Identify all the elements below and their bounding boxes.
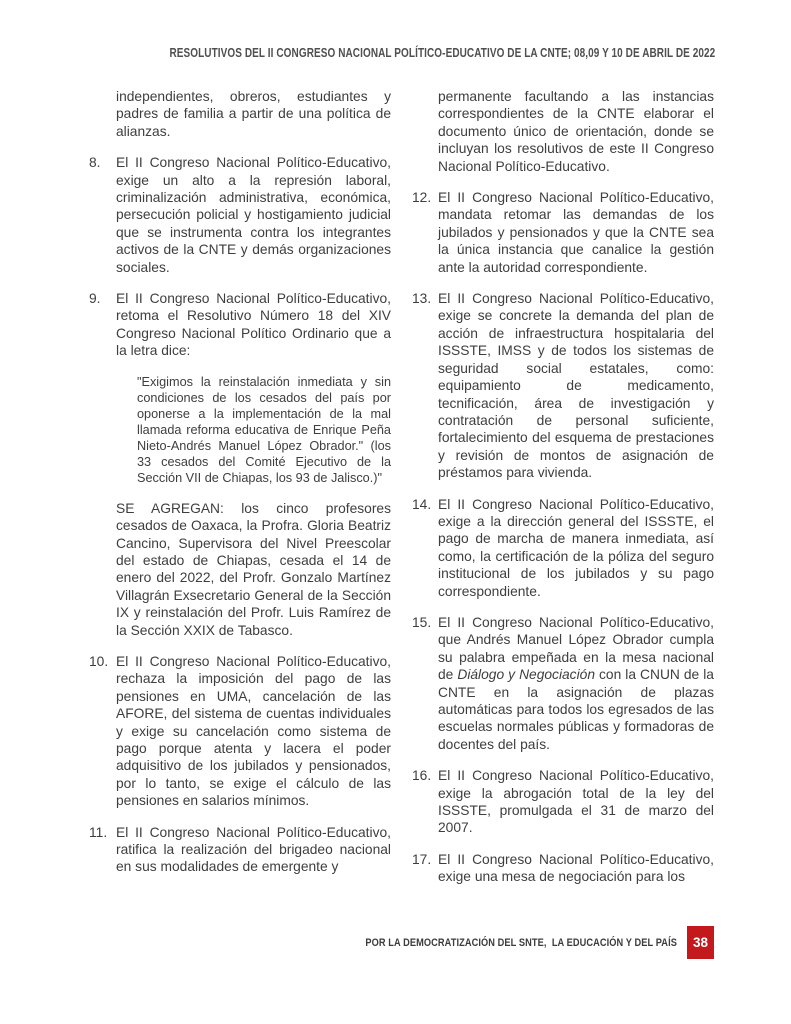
resolution-item-10 — [89, 653, 391, 810]
item-number: 16. — [412, 768, 432, 784]
footer-slogan: POR LA DEMOCRATIZACIÓN DEL SNTE, LA EDUCACIÓN Y DEL PAÍS — [365, 936, 677, 949]
item-number: 10. — [89, 653, 109, 669]
item-text: El II Congreso Nacional Político-Educativo, mandata retomar las demandas de los jubilados y pensionados y que la CNTE sea la única instancia que canalice la gestión ante la autoridad correspondiente. — [438, 190, 714, 275]
left-column — [89, 88, 391, 900]
item-number: 9. — [89, 291, 101, 307]
resolution-item-9 — [89, 290, 391, 360]
addendum-paragraph: SE AGREGAN: los cinco profesores cesados de Oaxaca, la Profra. Gloria Beatriz Cancino, Supervisora del Nivel Preescolar del estado de Chiapas, cesada el 14 de enero del 2022, del Profr. Gonzalo Martínez Villagrán Exsecretario General de la Sección IX y reinstalación del Profr. Luis Ramírez de la Sección XXIX de Tabasco. — [116, 500, 391, 638]
item-number: 12. — [412, 190, 432, 206]
resolution-item-17 — [412, 851, 714, 886]
resolution-item-14 — [412, 496, 714, 600]
item-number: 17. — [412, 851, 432, 867]
resolution-item-13 — [412, 290, 714, 481]
item-text: El II Congreso Nacional Político-Educativo, exige la abrogación total de la ley del ISSSTE, promulgada el 31 de marzo del 2007. — [438, 768, 714, 836]
resolution-item-12 — [412, 189, 714, 276]
item-text — [438, 615, 714, 752]
quote-block: "Exigimos la reinstalación inmediata y sin condiciones de los cesados del país por oponerse a la implementación de la mal llamada reforma educativa de Enrique Peña Nieto-Andrés Manuel López Obrador." (los 33 cesados del Comité Ejecutivo de la Sección VII de Chiapas, los 93 de Jalisco.)" — [137, 374, 391, 485]
item-number: 13. — [412, 291, 432, 307]
item-number: 8. — [89, 155, 101, 171]
item-text-pre: El II Congreso Nacional Político-Educativo, que Andrés Manuel López Obrador cumpla su palabra empeñada en la mesa nacional de — [438, 614, 714, 683]
page-number-badge: 38 — [687, 926, 714, 959]
item-text: El II Congreso Nacional Político-Educativo, exige a la dirección general del ISSSTE, el pago de marcha de manera inmediata, así como, la certificación de la póliza del seguro institucional de los jubilados y su pago correspondiente. — [438, 496, 714, 599]
resolution-item-8 — [89, 154, 391, 276]
item-text: El II Congreso Nacional Político-Educativo, retoma el Resolutivo Número 18 del XIV Congreso Nacional Político Ordinario que a la letra dice: — [116, 291, 391, 359]
resolution-item-15 — [412, 614, 714, 753]
item-text: El II Congreso Nacional Político-Educativo, exige un alto a la represión laboral, criminalización administrativa, económica, persecución policial y hostigamiento judicial que se instrumenta contra los integrantes activos de la CNTE y demás organizaciones sociales. — [116, 155, 391, 275]
page-content — [89, 88, 714, 900]
item-text: El II Congreso Nacional Político-Educativo, rechaza la imposición del pago de las pensiones en UMA, cancelación de las AFORE, del sistema de cuentas individuales y exige su cancelación como sistema de pago porque atenta y lacera el poder adquisitivo de los jubilados y pensionados, por lo tanto, se exige el cálculo de las pensiones en salarios mínimos. — [116, 653, 391, 809]
item-text: El II Congreso Nacional Político-Educativo, exige una mesa de negociación para los — [438, 851, 714, 885]
item-number: 11. — [89, 824, 108, 840]
resolution-item-11 — [89, 824, 391, 876]
continuation-paragraph: permanente facultando a las instancias correspondientes de la CNTE elaborar el documento único de orientación, donde se incluyan los resolutivos de este II Congreso Nacional Político-Educativo. — [438, 89, 714, 174]
resolution-item-16 — [412, 767, 714, 837]
item-number: 14. — [412, 496, 432, 512]
item-number: 15. — [412, 614, 432, 630]
header-title: RESOLUTIVOS DEL II CONGRESO NACIONAL POLÍTICO-EDUCATIVO DE LA CNTE; 08,09 Y 10 DE ABRIL DE 2022 — [169, 46, 715, 60]
item-text: El II Congreso Nacional Político-Educativo, exige se concrete la demanda del plan de acción de infraestructura hospitalaria del ISSSTE, IMSS y de todos los sistemas de seguridad social estatales, como: equipamiento de medicamento, tecnificación, área de investigación y contratación de personal suficiente, fortalecimiento del esquema de prestaciones y revisión de montos de asignación de préstamos para vivienda. — [438, 291, 714, 481]
page-header — [0, 44, 715, 62]
item-text-post: con la CNUN de la CNTE en la asignación de plazas automáticas para todos los egresados de las escuelas normales públicas y formadoras de docentes del país. — [438, 667, 714, 752]
item-text-italic: Diálogo y Negociación — [457, 667, 595, 683]
right-column — [412, 88, 714, 900]
continuation-paragraph: independientes, obreros, estudiantes y padres de familia a partir de una política de alianzas. — [116, 89, 391, 139]
page-footer — [306, 926, 714, 959]
item-text: El II Congreso Nacional Político-Educativo, ratifica la realización del brigadeo nacional en sus modalidades de emergente y — [116, 824, 391, 875]
